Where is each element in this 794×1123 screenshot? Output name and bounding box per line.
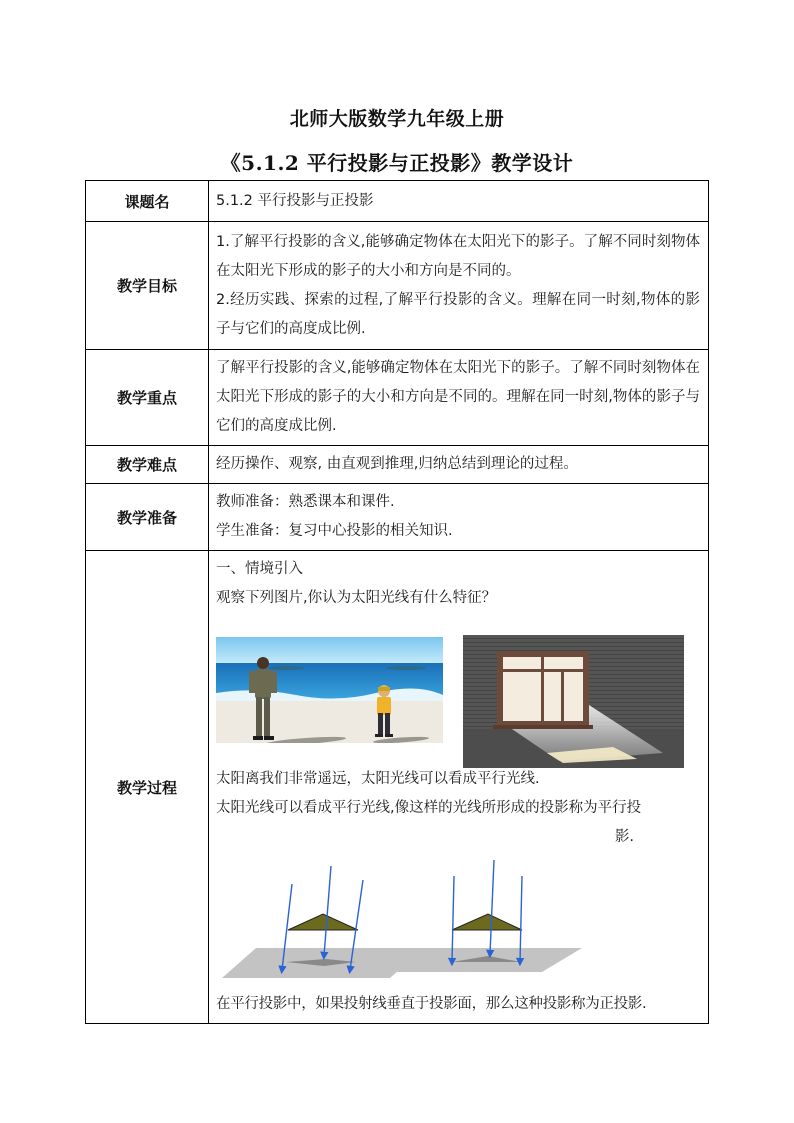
key-points-text: 了解平行投影的含义,能够确定物体在太阳光下的影子。了解不同时刻物体在太阳光下形成的影子的大小和方向是不同的。理解在同一时刻,物体的影子与它们的高度成比例.	[209, 350, 709, 446]
teacher-preparation: 教师准备：熟悉课本和课件.	[216, 494, 395, 510]
illustrations	[216, 625, 700, 765]
row-process	[86, 551, 709, 1024]
answer-line-1: 太阳离我们非常遥远，太阳光线可以看成平行光线.	[216, 771, 540, 787]
goals-cell	[209, 222, 709, 350]
row-preparation	[86, 484, 709, 551]
label-difficulties: 教学难点	[86, 446, 209, 484]
row-key-points	[86, 350, 709, 446]
answer-line-2-end: 影.	[614, 829, 634, 845]
process-cell	[209, 551, 709, 1024]
preparation-cell	[209, 484, 709, 551]
goals-paragraph-1: 1.了解平行投影的含义,能够确定物体在太阳光下的影子。了解不同时刻物体在太阳光下形成的影子的大小和方向是不同的。	[216, 233, 700, 279]
goals-paragraph-2: 2.经历实践、探索的过程,了解平行投影的含义。理解在同一时刻,物体的影子与它们的高度成比例.	[216, 291, 700, 337]
parallel-projection-diagram	[216, 856, 700, 990]
topic-text: 5.1.2 平行投影与正投影	[209, 181, 709, 222]
window-light-photo	[463, 635, 684, 768]
label-key-points: 教学重点	[86, 350, 209, 446]
label-topic: 课题名	[86, 181, 209, 222]
row-difficulties	[86, 446, 709, 484]
section-heading: 一、情境引入	[216, 561, 303, 577]
document-subtitle: 《5.1.2 平行投影与正投影》教学设计	[220, 151, 574, 175]
difficulties-text: 经历操作、观察, 由直观到推理,归纳总结到理论的过程。	[209, 446, 709, 484]
lesson-plan-table	[85, 180, 709, 1024]
answer-line-3: 在平行投影中，如果投射线垂直于投影面，那么这种投影称为正投影.	[216, 996, 647, 1012]
row-topic	[86, 181, 709, 222]
student-preparation: 学生准备：复习中心投影的相关知识.	[216, 523, 453, 539]
label-goals: 教学目标	[86, 222, 209, 350]
beach-photo	[216, 637, 443, 743]
answer-line-2: 太阳光线可以看成平行光线,像这样的光线所形成的投影称为平行投	[216, 800, 642, 816]
label-process: 教学过程	[86, 551, 209, 1024]
document-title: 北师大版数学九年级上册	[289, 108, 505, 130]
question-text: 观察下列图片,你认为太阳光线有什么特征？	[216, 590, 497, 606]
row-goals	[86, 222, 709, 350]
label-preparation: 教学准备	[86, 484, 209, 551]
